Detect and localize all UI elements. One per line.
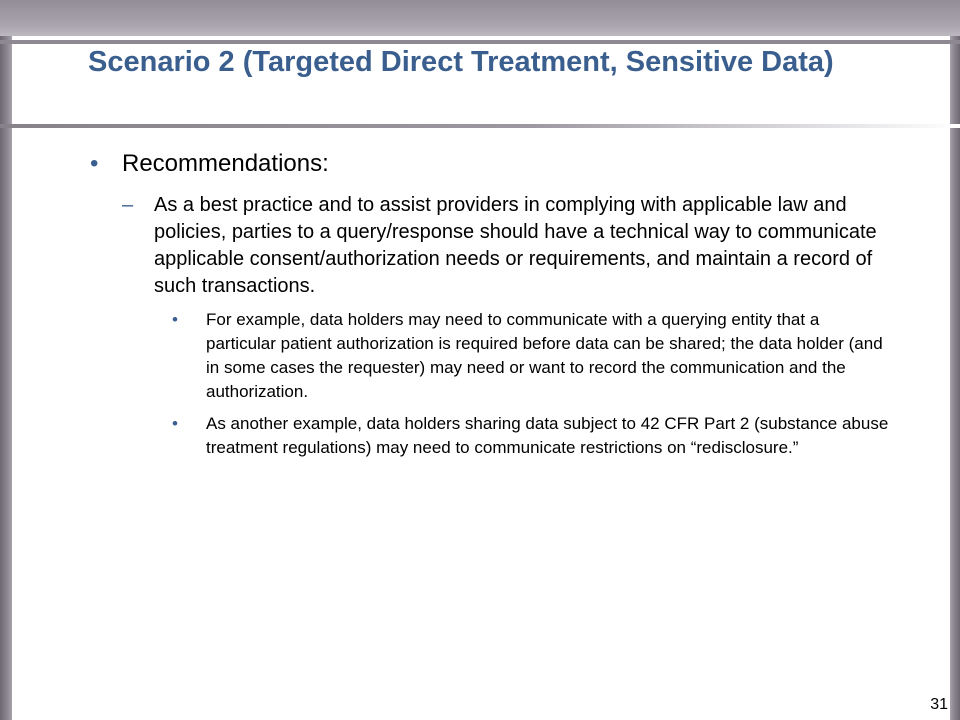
example-item (172, 308, 892, 404)
frame-right-bar (950, 0, 960, 720)
slide-body (90, 148, 890, 468)
dash-marker: – (122, 194, 134, 216)
title-underline (0, 124, 960, 128)
frame-top-bar (0, 0, 960, 36)
bullet-marker: • (90, 150, 99, 177)
bullet-marker: • (172, 414, 178, 433)
example-text: For example, data holders may need to communicate with a querying entity that a particular patient authorization is required before data can be shared; the data holder (and in some cases the requester) may need or want to record the communication and the authorization. (206, 310, 883, 401)
slide-title: Scenario 2 (Targeted Direct Treatment, Sensitive Data) (88, 46, 834, 78)
recommendation-text: As a best practice and to assist providers in complying with applicable law and policies, parties to a query/response should have a technical way to communicate applicable consent/authorization needs or requirements, and maintain a record of such transactions. (154, 194, 877, 297)
example-text: As another example, data holders sharing data subject to 42 CFR Part 2 (substance abuse treatment regulations) may need to communicate restrictions on “redisclosure.” (206, 414, 889, 457)
example-item (172, 412, 892, 460)
bullet-marker: • (172, 310, 178, 329)
bullet-recommendations (90, 148, 890, 180)
frame-left-bar (0, 0, 12, 720)
recommendations-heading: Recommendations: (122, 150, 329, 177)
page-number: 31 (930, 696, 948, 713)
sub-bullet-recommendation (122, 192, 880, 300)
